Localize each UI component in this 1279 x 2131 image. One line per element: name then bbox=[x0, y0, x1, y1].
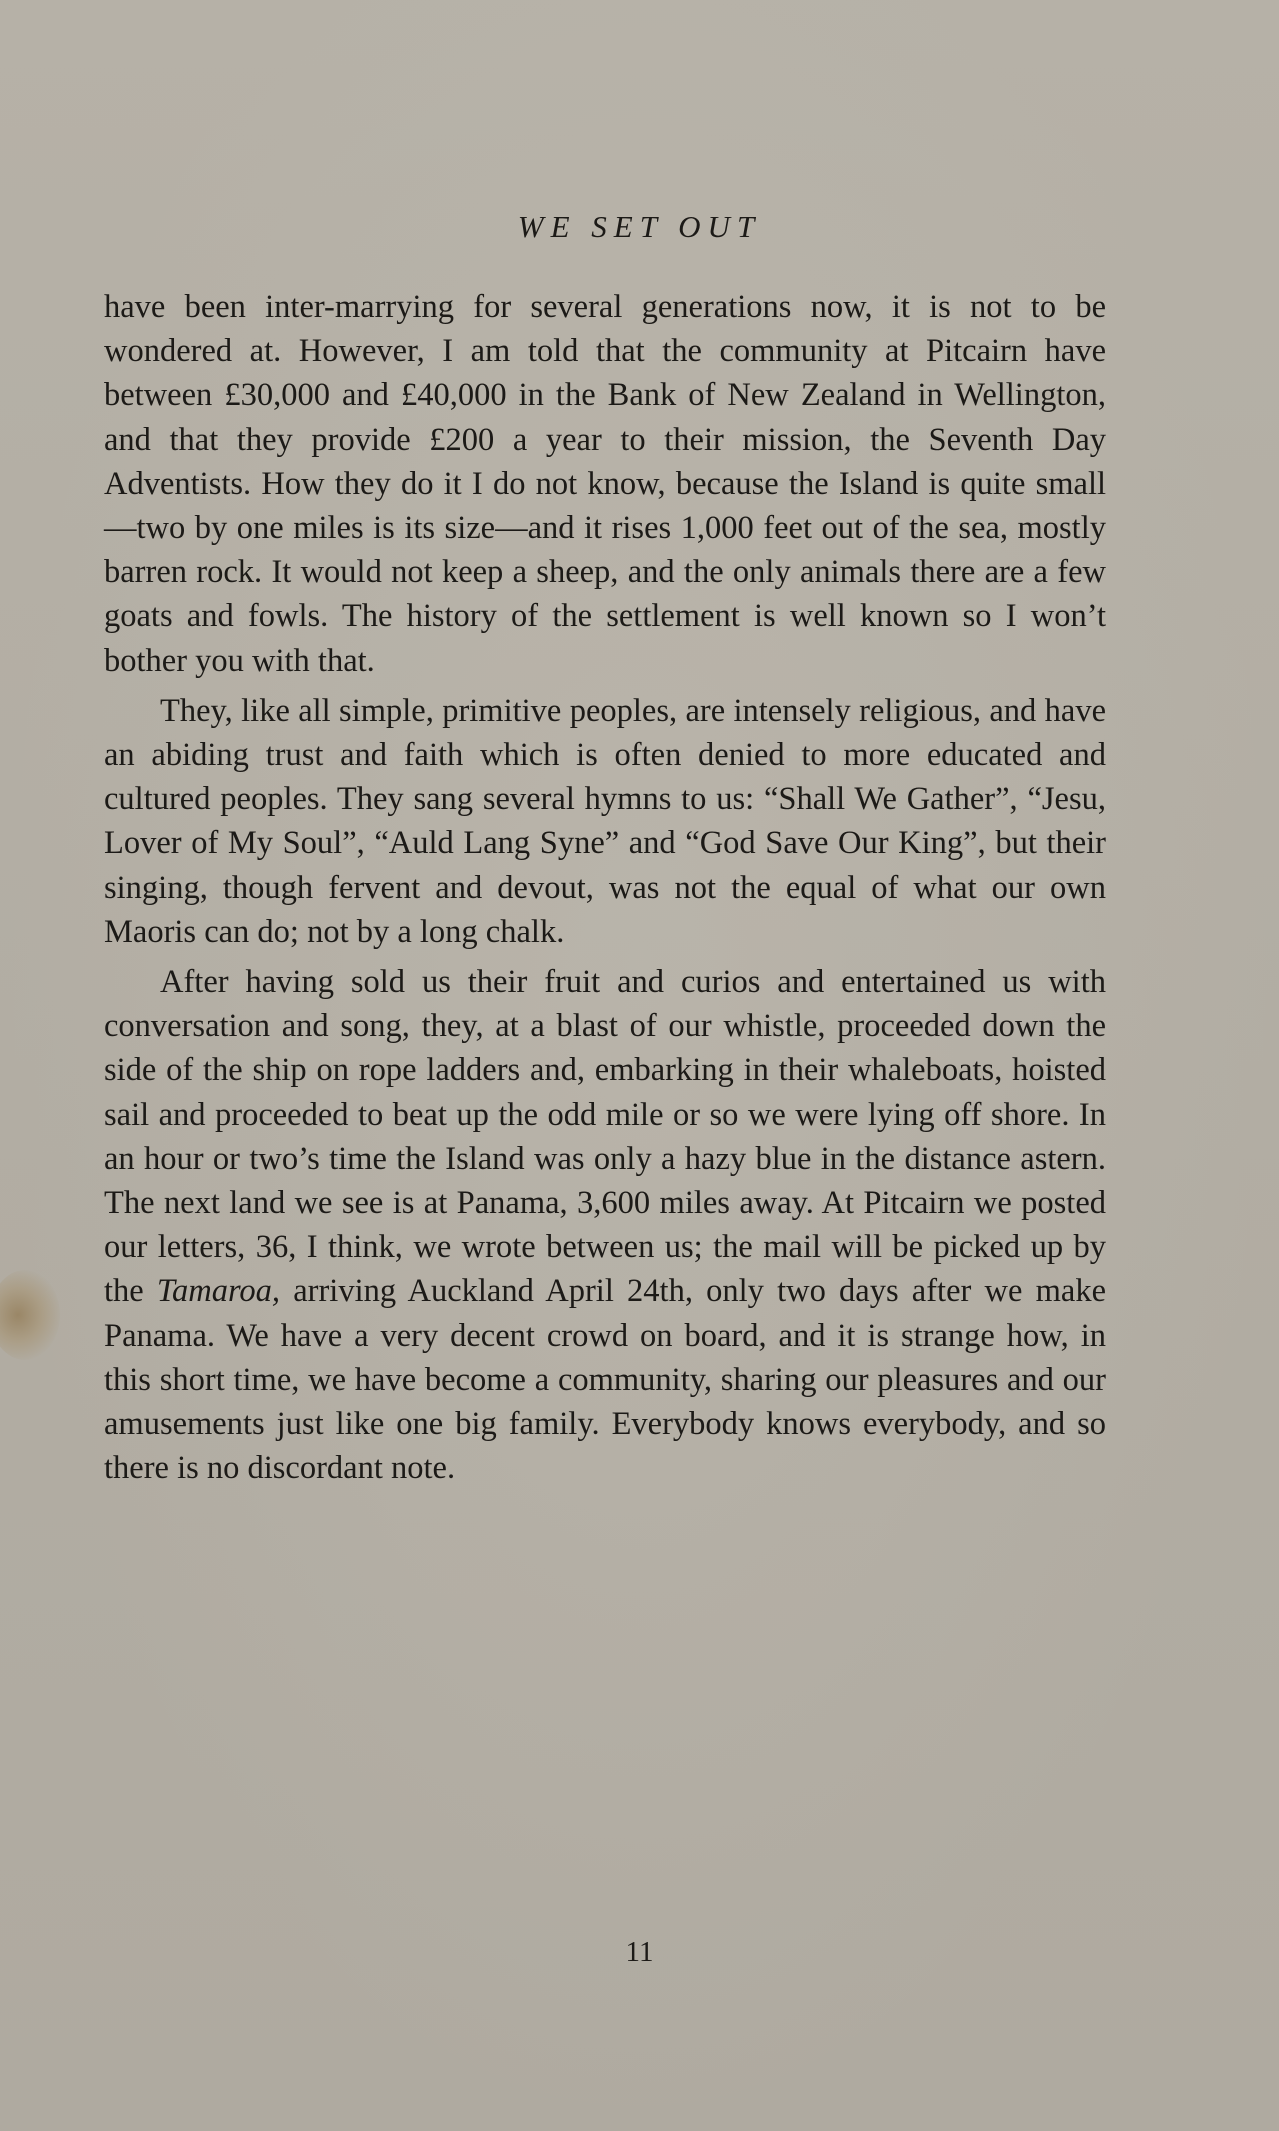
running-head: WE SET OUT bbox=[517, 209, 762, 244]
paragraph-departure-text-before: After having sold us their fruit and curios and entertained us with conversation and song, they, at a blast of our whistle, proceeded down the side of the ship on rope ladders and, embarking in their whaleboats, hoisted sail and proceeded to beat up the odd mile or so we were lying off shore. In an hour or two’s time the Island was only a hazy blue in the distance astern. The next land we see is at Panama, 3,600 miles away. At Pitcairn we posted our letters, 36, I think, we wrote between us; the mail will be picked up by the bbox=[104, 964, 1106, 1310]
paper-stain bbox=[0, 1270, 60, 1360]
paragraph-hymns: They, like all simple, primitive peoples, are intensely religious, and have an abiding trust and faith which is often denied to more educated and cultured peoples. They sang several hymns to us: “Shall We Gather”, “Jesu, Lover of My Soul”, “Auld Lang Syne” and “God Save Our King”, but their singing, though fervent and devout, was not the equal of what our own Maoris can do; not by a long chalk. bbox=[104, 692, 1106, 950]
body-text bbox=[104, 285, 1106, 1496]
page-number: 11 bbox=[625, 1936, 654, 1968]
paragraph-departure bbox=[104, 960, 1106, 1490]
ship-name: Tamaroa, bbox=[156, 1273, 281, 1310]
paragraph-continued: have been inter-marrying for several generations now, it is not to be wondered at. However, I am told that the community at Pitcairn have between £30,000 and £40,000 in the Bank of New Zealand in Wellington, and that they provide £200 a year to their mission, the Seventh Day Adventists. How they do it I do not know, because the Island is quite small—two by one miles is its size—and it rises 1,000 feet out of the sea, mostly barren rock. It would not keep a sheep, and the only animals there are a few goats and fowls. The history of the settlement is well known so I won’t bother you with that. bbox=[104, 289, 1106, 679]
paragraph-departure-text-after: arriving Auckland April 24th, only two days after we make Panama. We have a very decent crowd on board, and it is strange how, in this short time, we have become a community, sharing our pleasures and our amusements just like one big family. Everybody knows everybody, and so there is no discordant note. bbox=[104, 1273, 1106, 1487]
